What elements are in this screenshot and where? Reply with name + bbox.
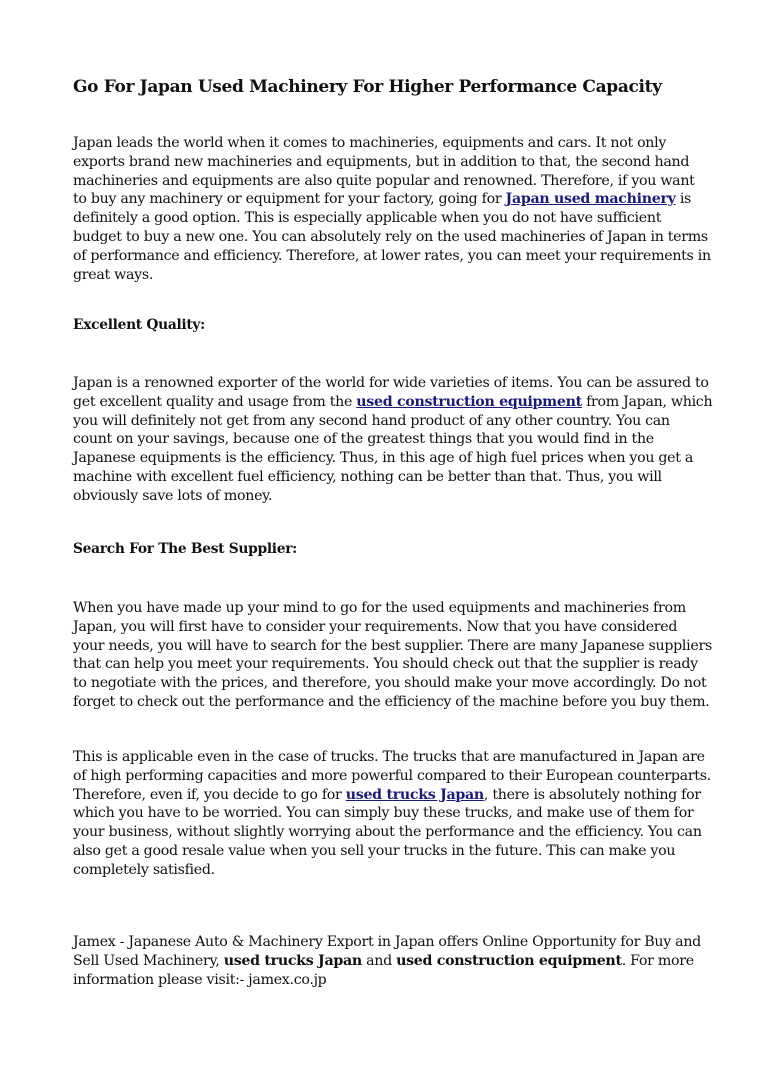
text-line: This is applicable even in the case of trucks. The trucks that are manufactured in Japan are	[73, 749, 705, 765]
bold-text-used-construction-equipment: used construction equipment	[396, 952, 622, 969]
text-line: Japanese equipments is the efficiency. Thus, in this age of high fuel prices when you get a	[73, 450, 694, 467]
best-supplier-paragraph-1	[73, 599, 712, 712]
text-line: of high performing capacities and more powerful compared to their European counterparts.	[73, 767, 711, 784]
text-line: of performance and efficiency. Therefore, at lower rates, you can meet your requirements in	[73, 247, 711, 264]
section-heading-excellent-quality: Excellent Quality:	[73, 317, 205, 333]
text-line: When you have made up your mind to go for the used equipments and machineries from	[73, 600, 686, 616]
excellent-quality-paragraph	[73, 374, 713, 506]
text-line: your needs, you will have to search for the best supplier. There are many Japanese suppliers	[73, 637, 712, 654]
text-line	[73, 786, 701, 805]
text-line: you will definitely not get from any second hand product of any other country. You can	[73, 412, 670, 429]
text-segment: is	[675, 191, 692, 208]
used-construction-equipment-link[interactable]: used construction equipment	[356, 393, 582, 410]
text-line: great ways.	[73, 266, 154, 283]
text-line: machineries and equipments are also quite popular and renowned. Therefore, if you want	[73, 172, 695, 189]
text-line: information please visit:- jamex.co.jp	[73, 971, 327, 988]
text-line: budget to buy a new one. You can absolutely rely on the used machineries of Japan in terms	[73, 228, 708, 245]
text-line: which you have to be worried. You can simply buy these trucks, and make use of them for	[73, 805, 694, 822]
text-line: to negotiate with the prices, and therefore, you should make your move accordingly. Do not	[73, 675, 707, 692]
text-segment: to buy any machinery or equipment for your factory, going for	[73, 191, 506, 208]
text-line: that can help you meet your requirements. You should check out that the supplier is ready	[73, 656, 698, 673]
text-line: your business, without slightly worrying about the performance and the efficiency. You can	[73, 824, 702, 841]
text-segment: and	[361, 952, 397, 969]
best-supplier-paragraph-2	[73, 748, 711, 880]
text-line	[73, 952, 701, 971]
text-line: Japan, you will first have to consider your requirements. Now that you have considered	[73, 618, 678, 635]
text-line: obviously save lots of money.	[73, 487, 273, 504]
text-segment: get excellent quality and usage from the	[73, 393, 357, 410]
used-trucks-japan-link[interactable]: used trucks Japan	[345, 786, 484, 803]
section-heading-best-supplier: Search For The Best Supplier:	[73, 541, 297, 557]
intro-paragraph	[73, 134, 711, 284]
text-line	[73, 190, 701, 209]
text-line: forget to check out the performance and the efficiency of the machine before you buy them.	[73, 693, 710, 710]
text-line: machine with excellent fuel efficiency, nothing can be better than that. Thus, you will	[73, 468, 662, 485]
text-line: count on your savings, because one of the greatest things that you would find in the	[73, 431, 654, 448]
text-line: completely satisfied.	[73, 861, 215, 878]
text-line: Japan leads the world when it comes to machineries, equipments and cars. It not only	[73, 135, 667, 151]
text-line: definitely a good option. This is especially applicable when you do not have sufficient	[73, 210, 662, 227]
text-segment: Sell Used Machinery,	[73, 952, 224, 969]
text-line	[73, 393, 713, 412]
text-segment: Therefore, even if, you decide to go for	[73, 786, 346, 803]
text-segment: from Japan, which	[581, 393, 713, 410]
bold-text-used-trucks-japan: used trucks Japan	[223, 952, 362, 969]
footer-paragraph	[73, 933, 701, 989]
document-title: Go For Japan Used Machinery For Higher Performance Capacity	[73, 77, 662, 97]
text-line: exports brand new machineries and equipments, but in addition to that, the second hand	[73, 153, 690, 170]
text-segment: , there is absolutely nothing for	[483, 786, 701, 803]
text-line: Japan is a renowned exporter of the world for wide varieties of items. You can be assured to	[73, 375, 709, 391]
japan-used-machinery-link[interactable]: Japan used machinery	[505, 191, 676, 208]
text-segment: . For more	[621, 952, 694, 969]
text-line: also get a good resale value when you sell your trucks in the future. This can make you	[73, 842, 676, 859]
text-line: Jamex - Japanese Auto & Machinery Export in Japan offers Online Opportunity for Buy and	[73, 934, 701, 950]
